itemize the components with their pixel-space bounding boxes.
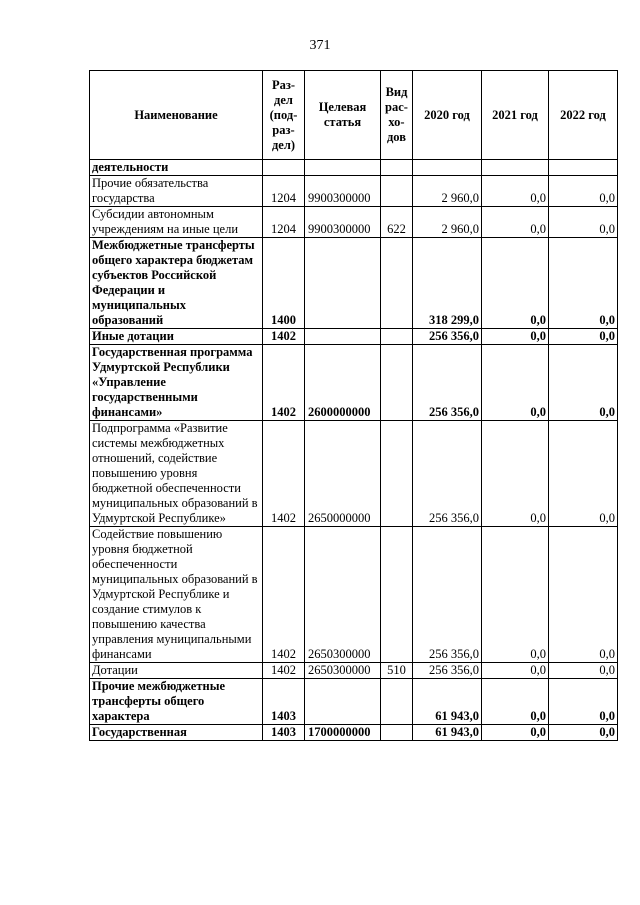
table-row [90,207,618,238]
cell-section: 1402 [263,421,305,527]
cell-2021: 0,0 [482,329,549,345]
table-row [90,160,618,176]
cell-section: 1402 [263,329,305,345]
cell-section: 1402 [263,527,305,663]
column-header-2022: 2022 год [549,71,618,160]
cell-2022 [549,160,618,176]
table-row [90,329,618,345]
cell-2020: 61 943,0 [413,725,482,741]
cell-2022: 0,0 [549,679,618,725]
cell-2020: 256 356,0 [413,421,482,527]
cell-name: Иные дотации [90,329,263,345]
cell-2020: 61 943,0 [413,679,482,725]
cell-2020: 318 299,0 [413,238,482,329]
cell-2022: 0,0 [549,421,618,527]
cell-section: 1204 [263,176,305,207]
column-header-name: Наименование [90,71,263,160]
cell-type [381,176,413,207]
cell-target [305,160,381,176]
column-header-type: Вид рас-хо-дов [381,71,413,160]
table-row [90,345,618,421]
table-row [90,176,618,207]
cell-name: Государственная программа Удмуртской Республики «Управление государственными финансами» [90,345,263,421]
cell-2020: 256 356,0 [413,527,482,663]
cell-type [381,725,413,741]
cell-target: 2650300000 [305,663,381,679]
cell-2021: 0,0 [482,679,549,725]
cell-2021: 0,0 [482,176,549,207]
cell-type [381,679,413,725]
cell-2021 [482,160,549,176]
cell-type [381,345,413,421]
cell-type [381,421,413,527]
cell-2020: 2 960,0 [413,176,482,207]
cell-name: Субсидии автономным учреждениям на иные цели [90,207,263,238]
cell-target: 2650300000 [305,527,381,663]
cell-type [381,238,413,329]
cell-name: Прочие межбюджетные трансферты общего характера [90,679,263,725]
cell-target: 1700000000 [305,725,381,741]
cell-target [305,238,381,329]
cell-section [263,160,305,176]
table-row [90,527,618,663]
table-row [90,725,618,741]
cell-2022: 0,0 [549,663,618,679]
cell-2021: 0,0 [482,207,549,238]
cell-type [381,527,413,663]
table-row [90,663,618,679]
column-header-2021: 2021 год [482,71,549,160]
cell-name: Содействие повышению уровня бюджетной обеспеченности муниципальных образований в Удмуртской Республике и создание стимулов к повышению качества управления муниципальными финансами [90,527,263,663]
cell-target: 9900300000 [305,207,381,238]
cell-type: 510 [381,663,413,679]
cell-2020 [413,160,482,176]
cell-2022: 0,0 [549,238,618,329]
cell-section: 1402 [263,345,305,421]
cell-2022: 0,0 [549,527,618,663]
table-body [90,160,618,741]
cell-2021: 0,0 [482,238,549,329]
budget-table [89,70,618,741]
cell-name: Подпрограмма «Развитие системы межбюджетных отношений, содействие повышению уровня бюджетной обеспеченности муниципальных образований в Удмуртской Республике» [90,421,263,527]
table-row [90,421,618,527]
column-header-2020: 2020 год [413,71,482,160]
cell-name: Дотации [90,663,263,679]
cell-target: 2650000000 [305,421,381,527]
cell-name: Государственная [90,725,263,741]
column-header-target: Целевая статья [305,71,381,160]
cell-target: 2600000000 [305,345,381,421]
cell-type [381,160,413,176]
cell-2022: 0,0 [549,207,618,238]
cell-2022: 0,0 [549,345,618,421]
cell-2022: 0,0 [549,176,618,207]
cell-section: 1400 [263,238,305,329]
cell-2021: 0,0 [482,725,549,741]
cell-2020: 256 356,0 [413,345,482,421]
cell-name: деятельности [90,160,263,176]
cell-name: Прочие обязательства государства [90,176,263,207]
cell-target [305,329,381,345]
cell-2021: 0,0 [482,421,549,527]
cell-2022: 0,0 [549,725,618,741]
cell-target [305,679,381,725]
column-header-section: Раз-дел (под-раз-дел) [263,71,305,160]
table-row [90,238,618,329]
cell-section: 1403 [263,725,305,741]
cell-2021: 0,0 [482,345,549,421]
cell-target: 9900300000 [305,176,381,207]
cell-2020: 2 960,0 [413,207,482,238]
table-header-row [90,71,618,160]
cell-2021: 0,0 [482,527,549,663]
page-number: 371 [309,38,331,53]
cell-name: Межбюджетные трансферты общего характера бюджетам субъектов Российской Федерации и муниципальных образований [90,238,263,329]
cell-2021: 0,0 [482,663,549,679]
cell-type [381,329,413,345]
cell-2020: 256 356,0 [413,329,482,345]
cell-section: 1402 [263,663,305,679]
cell-section: 1204 [263,207,305,238]
cell-2022: 0,0 [549,329,618,345]
cell-section: 1403 [263,679,305,725]
cell-2020: 256 356,0 [413,663,482,679]
table-row [90,679,618,725]
cell-type: 622 [381,207,413,238]
